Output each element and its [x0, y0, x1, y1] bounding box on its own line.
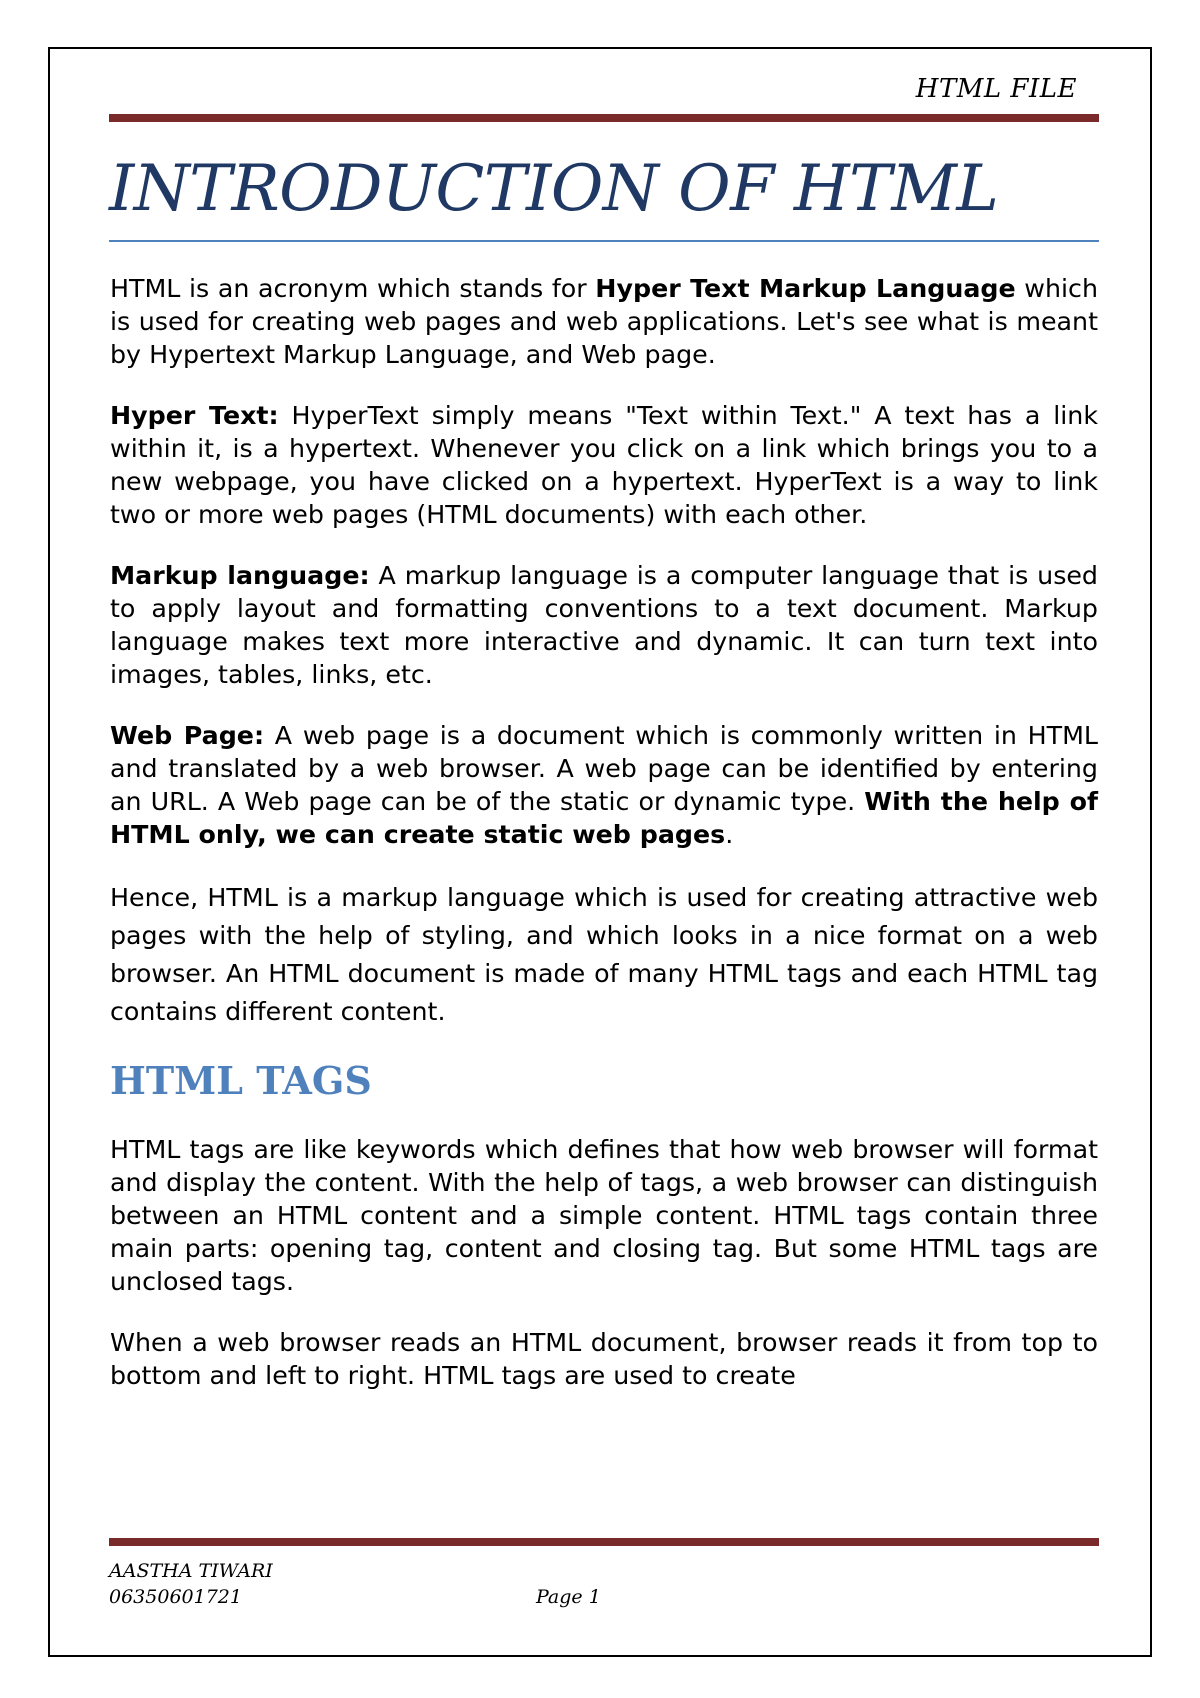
hypertext-term: Hyper Text:	[110, 401, 279, 430]
section-heading-html-tags: HTML TAGS	[110, 1058, 372, 1103]
hence-paragraph: Hence, HTML is a markup language which is used for creating attractive web pages with the help of styling, and which looks in a nice format on a web browser. An HTML document is made of many HTML tags and each HTML tag contains different content.	[110, 883, 1098, 1026]
hypertext-paragraph: Hyper Text: HyperText simply means "Text within Text." A text has a link within it, is a hypertext. Whenever you click on a link which brings you to a new webpage, you have clicked on a hypertext. HyperText is a way to link two or more web pages (HTML documents) with each other.	[110, 401, 1098, 529]
footer-page-number: Page 1	[536, 1586, 601, 1608]
footer-author: AASTHA TIWARI	[109, 1560, 273, 1582]
page-title: INTRODUCTION OF HTML	[109, 152, 999, 226]
intro-bold-term: Hyper Text Markup Language	[595, 274, 1016, 303]
webpage-bold-sentence: With the help of HTML only, we can create static web pages	[110, 787, 1099, 849]
browser-reads-paragraph: When a web browser reads an HTML document, browser reads it from top to bottom and left to right. HTML tags are used to create	[110, 1328, 1098, 1390]
markup-term: Markup language:	[110, 561, 370, 590]
footer-roll-number: 06350601721	[109, 1586, 242, 1608]
webpage-paragraph: Web Page: A web page is a document which is commonly written in HTML and translated by a web browser. A web page can be identified by entering an URL. A Web page can be of the static or dynamic type. With the help of HTML only, we can create static web pages.	[110, 721, 1099, 849]
title-underline	[109, 240, 1099, 242]
footer-rule	[109, 1538, 1099, 1546]
intro-paragraph: HTML is an acronym which stands for Hyper Text Markup Language which is used for creating web pages and web applications. Let's see what is meant by Hypertext Markup Language, and Web page.	[110, 274, 1098, 369]
document-body	[110, 272, 1098, 1420]
footer	[109, 1558, 1099, 1610]
tags-intro-paragraph: HTML tags are like keywords which defines that how web browser will format and display the content. With the help of tags, a web browser can distinguish between an HTML content and a simple content. HTML tags contain three main parts: opening tag, content and closing tag. But some HTML tags are unclosed tags.	[110, 1135, 1098, 1296]
webpage-term: Web Page:	[110, 721, 265, 750]
markup-paragraph: Markup language: A markup language is a computer language that is used to apply layout and formatting conventions to a text document. Markup language makes text more interactive and dynamic. It can turn text into images, tables, links, etc.	[110, 561, 1098, 689]
header-rule	[109, 114, 1099, 122]
header-title: HTML FILE	[915, 74, 1077, 104]
